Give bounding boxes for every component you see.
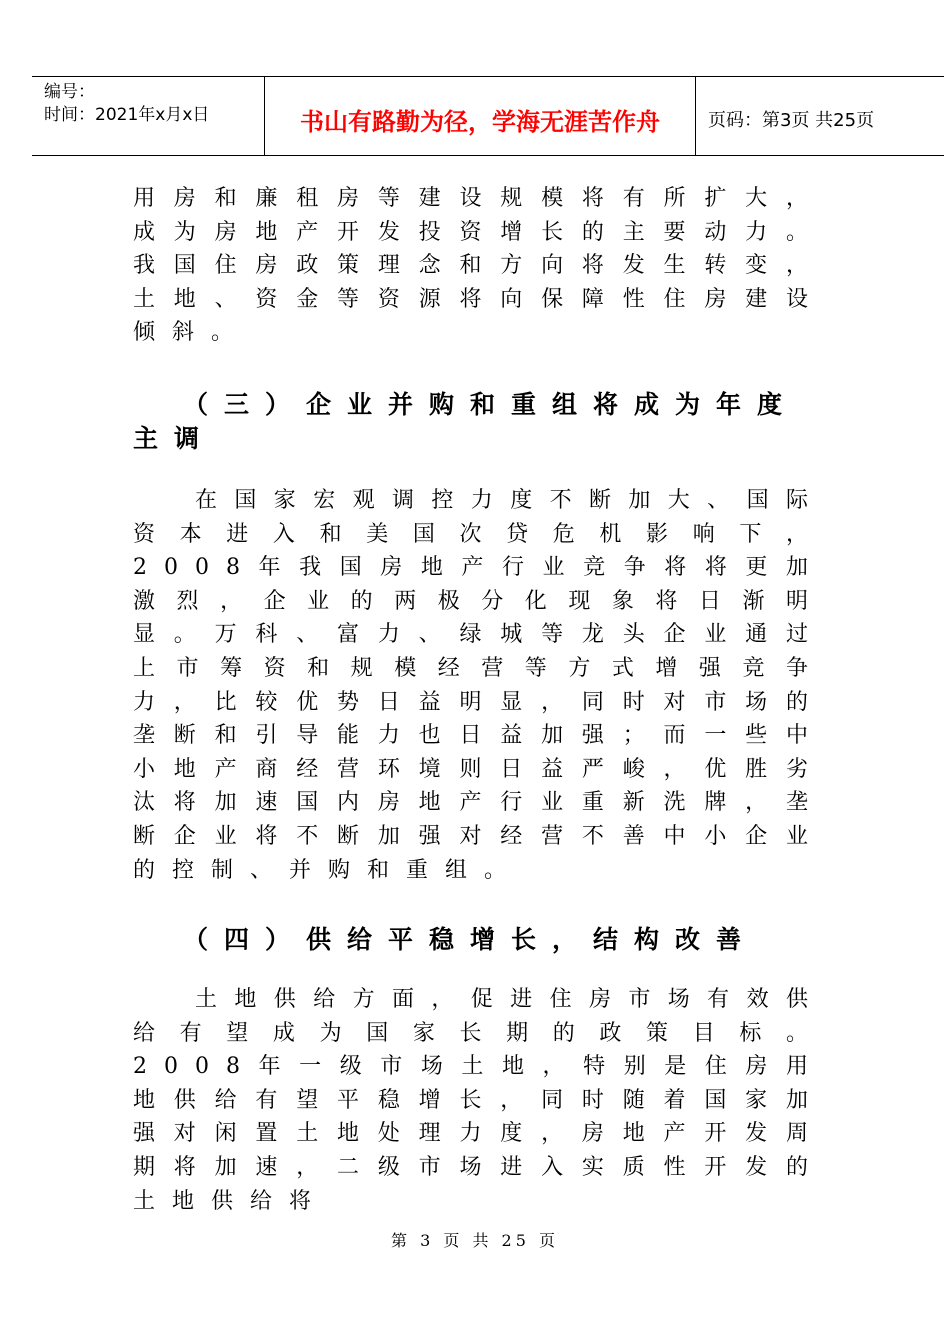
page-footer: 第 3 页 共 25 页 — [391, 1231, 559, 1250]
section-heading-4: （四）供给平稳增长，结构改善 — [183, 925, 758, 955]
header-meta — [32, 77, 265, 155]
document-body — [133, 182, 825, 1218]
header-page-info: 页码：第3页 共25页 — [708, 110, 875, 131]
paragraph-1: 用房和廉租房等建设规模将有所扩大，成为房地产开发投资增长的主要动力。我国住房政策理念和方向将发生转变，土地、资金等资源将向保障性住房建设倾斜。 — [133, 186, 825, 346]
paragraph-3: 土地供给方面，促进住房市场有效供给有望成为国家长期的政策目标。2008年一级市场土地，特别是住房用地供给有望平稳增长，同时随着国家加强对闲置土地处理力度，房地产开发周期将加速，二级市场进入实质性开发的土地供给将 — [133, 987, 825, 1214]
number-label: 编号： — [44, 82, 95, 102]
paragraph-2: 在国家宏观调控力度不断加大、国际资本进入和美国次贷危机影响下，2008年我国房地产行业竞争将将更加激烈，企业的两极分化现象将日渐明显。万科、富力、绿城等龙头企业通过上市筹资和规模经营等方式增强竞争力，比较优势日益明显，同时对市场的垄断和引导能力也日益加强；而一些中小地产商经营环境则日益严峻，优胜劣汰将加速国内房地产行业重新洗牌，垄断企业将不断加强对经营不善中小企业的控制、并购和重组。 — [133, 487, 825, 883]
header-motto: 书山有路勤为径，学海无涯苦作舟 — [265, 77, 696, 155]
section-heading-3: （三）企业并购和重组将成为年度主调 — [133, 389, 799, 453]
time-label: 时间：2021年x月x日 — [44, 105, 210, 125]
document-header — [32, 76, 944, 156]
